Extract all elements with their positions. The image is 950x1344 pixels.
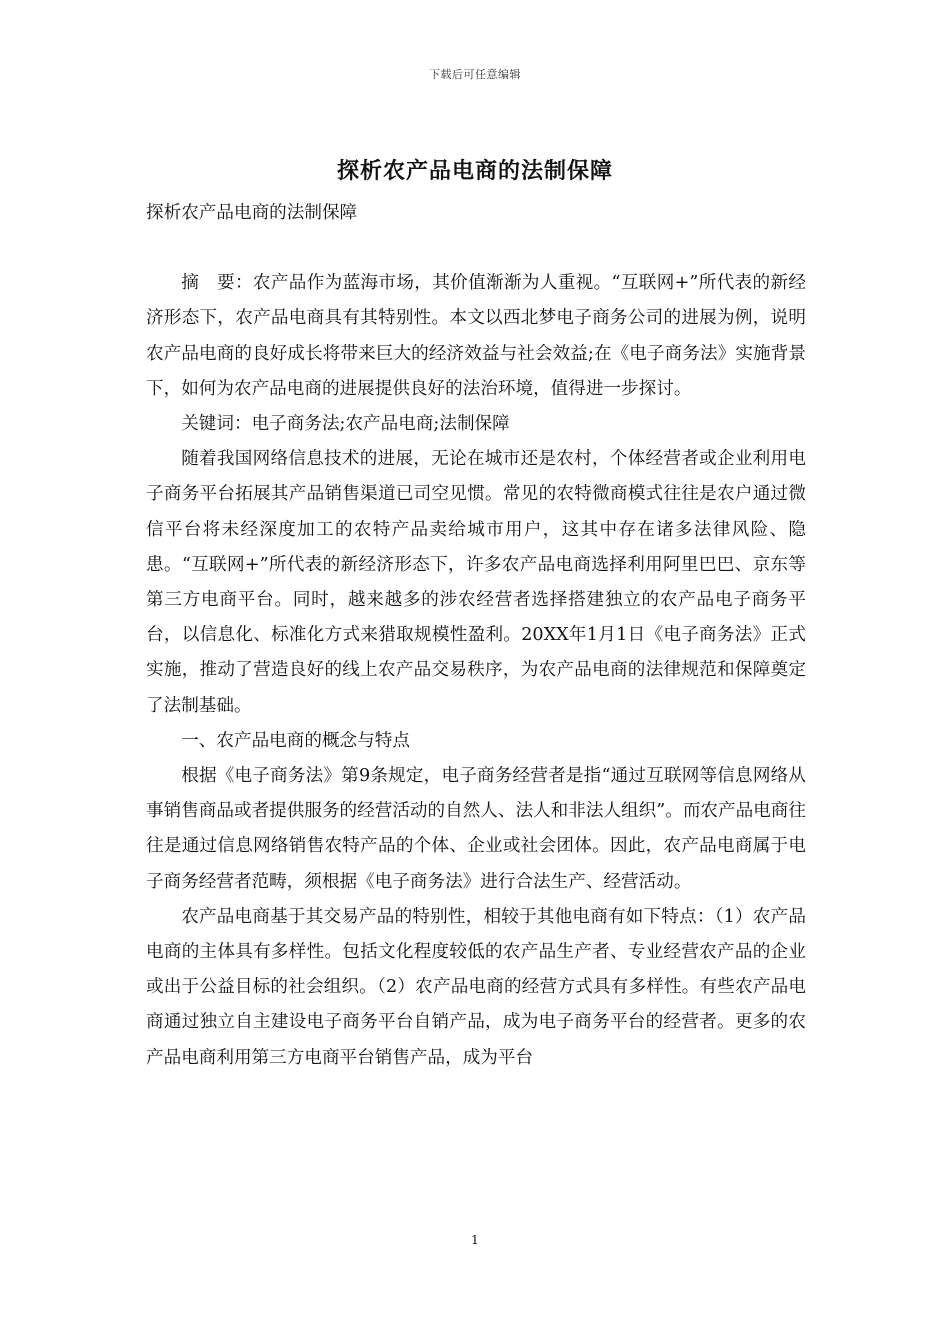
features-paragraph: 农产品电商基于其交易产品的特别性，相较于其他电商有如下特点：（1）农产品电商的主体具有多样性。包括文化程度较低的农产品生产者、专业经营农产品的企业或出于公益目标的社会组织。（2）农产品电商的经营方式具有多样性。有些农产品电商通过独立自主建设电子商务平台自销产品，成为电子商务平台的经营者。更多的农产品电商利用第三方电商平台销售产品，成为平台 xyxy=(146,906,806,1068)
definition-paragraph: 根据《电子商务法》第9条规定，电子商务经营者是指“通过互联网等信息网络从事销售商品或者提供服务的经营活动的自然人、法人和非法人组织”。而农产品电商往往是通过信息网络销售农特产品的个体、企业或社会团体。因此，农产品电商属于电子商务经营者范畴，须根据《电子商务法》进行合法生产、经营活动。 xyxy=(146,766,806,892)
header-note: 下载后可任意编辑 xyxy=(429,68,521,81)
abstract-paragraph: 摘 要：农产品作为蓝海市场，其价值渐渐为人重视。“互联网+”所代表的新经济形态下，农产品电商具有其特别性。本文以西北梦电子商务公司的进展为例，说明农产品电商的良好成长将带来巨大的经济效益与社会效益;在《电子商务法》实施背景下，如何为农产品电商的进展提供良好的法治环境，值得进一步探讨。 xyxy=(146,273,806,399)
blank-line xyxy=(146,231,806,266)
keywords-paragraph: 关键词：电子商务法;农产品电商;法制保障 xyxy=(181,414,510,435)
subtitle: 探析农产品电商的法制保障 xyxy=(146,203,358,223)
section-heading: 一、农产品电商的概念与特点 xyxy=(181,730,410,751)
document-body xyxy=(146,196,806,1076)
document-title: 探析农产品电商的法制保障 xyxy=(336,158,613,184)
page-number: 1 xyxy=(471,1233,479,1247)
intro-paragraph: 随着我国网络信息技术的进展，无论在城市还是农村，个体经营者或企业利用电子商务平台拓展其产品销售渠道已司空见惯。常见的农特微商模式往往是农户通过微信平台将未经深度加工的农特产品卖给城市用户，这其中存在诸多法律风险、隐患。“互联网+”所代表的新经济形态下，许多农产品电商选择利用阿里巴巴、京东等第三方电商平台。同时，越来越多的涉农经营者选择搭建独立的农产品电子商务平台，以信息化、标准化方式来猎取规模性盈利。20XX年1月1日《电子商务法》正式实施，推动了营造良好的线上农产品交易秩序，为农产品电商的法律规范和保障奠定了法制基础。 xyxy=(146,449,806,716)
